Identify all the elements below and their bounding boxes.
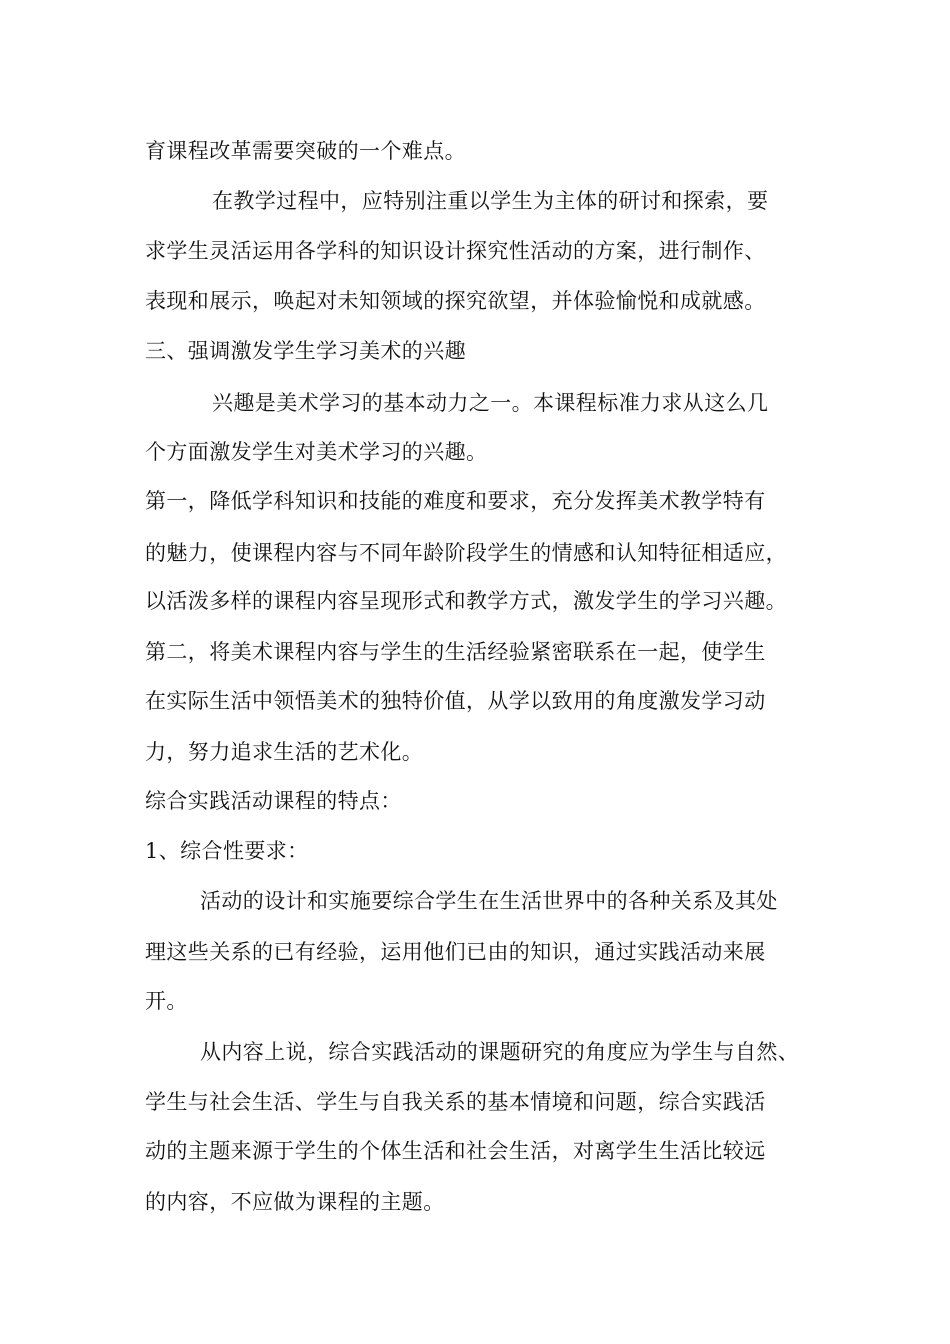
text-line: 以活泼多样的课程内容呈现形式和教学方式，激发学生的学习兴趣。 xyxy=(145,589,787,613)
text-line: 的内容，不应做为课程的主题。 xyxy=(145,1190,445,1214)
section-heading: 三、强调激发学生学习美术的兴趣 xyxy=(145,339,466,363)
text-line: 育课程改革需要突破的一个难点。 xyxy=(145,139,466,163)
text-line: 在实际生活中领悟美术的独特价值，从学以致用的角度激发学习动 xyxy=(145,689,766,713)
text-line: 力，努力追求生活的艺术化。 xyxy=(145,740,424,764)
section-heading: 综合实践活动课程的特点： xyxy=(145,789,402,813)
text-line: 理这些关系的已有经验，运用他们已由的知识，通过实践活动来展 xyxy=(145,940,766,964)
text-line: 第一，降低学科知识和技能的难度和要求，充分发挥美术教学特有 xyxy=(145,489,766,513)
subsection-heading: 1、综合性要求： xyxy=(145,839,309,863)
text-line: 动的主题来源于学生的个体生活和社会生活，对离学生生活比较远 xyxy=(145,1139,766,1163)
paragraph-first-line: 在教学过程中，应特别注重以学生为主体的研讨和探索，要 xyxy=(212,189,769,213)
text-line: 求学生灵活运用各学科的知识设计探究性活动的方案，进行制作、 xyxy=(145,239,766,263)
text-line: 表现和展示，唤起对未知领域的探究欲望，并体验愉悦和成就感。 xyxy=(145,289,766,313)
text-line: 开。 xyxy=(145,989,188,1013)
text-line: 第二，将美术课程内容与学生的生活经验紧密联系在一起，使学生 xyxy=(145,640,766,664)
text-line: 个方面激发学生对美术学习的兴趣。 xyxy=(145,440,488,464)
text-line: 的魅力，使课程内容与不同年龄阶段学生的情感和认知特征相适应， xyxy=(145,541,787,565)
paragraph-first-line: 从内容上说，综合实践活动的课题研究的角度应为学生与自然、 xyxy=(200,1040,800,1064)
paragraph-first-line: 兴趣是美术学习的基本动力之一。本课程标准力求从这么几 xyxy=(212,391,769,415)
paragraph-first-line: 活动的设计和实施要综合学生在生活世界中的各种关系及其处 xyxy=(200,889,778,913)
text-line: 学生与社会生活、学生与自我关系的基本情境和问题，综合实践活 xyxy=(145,1090,766,1114)
